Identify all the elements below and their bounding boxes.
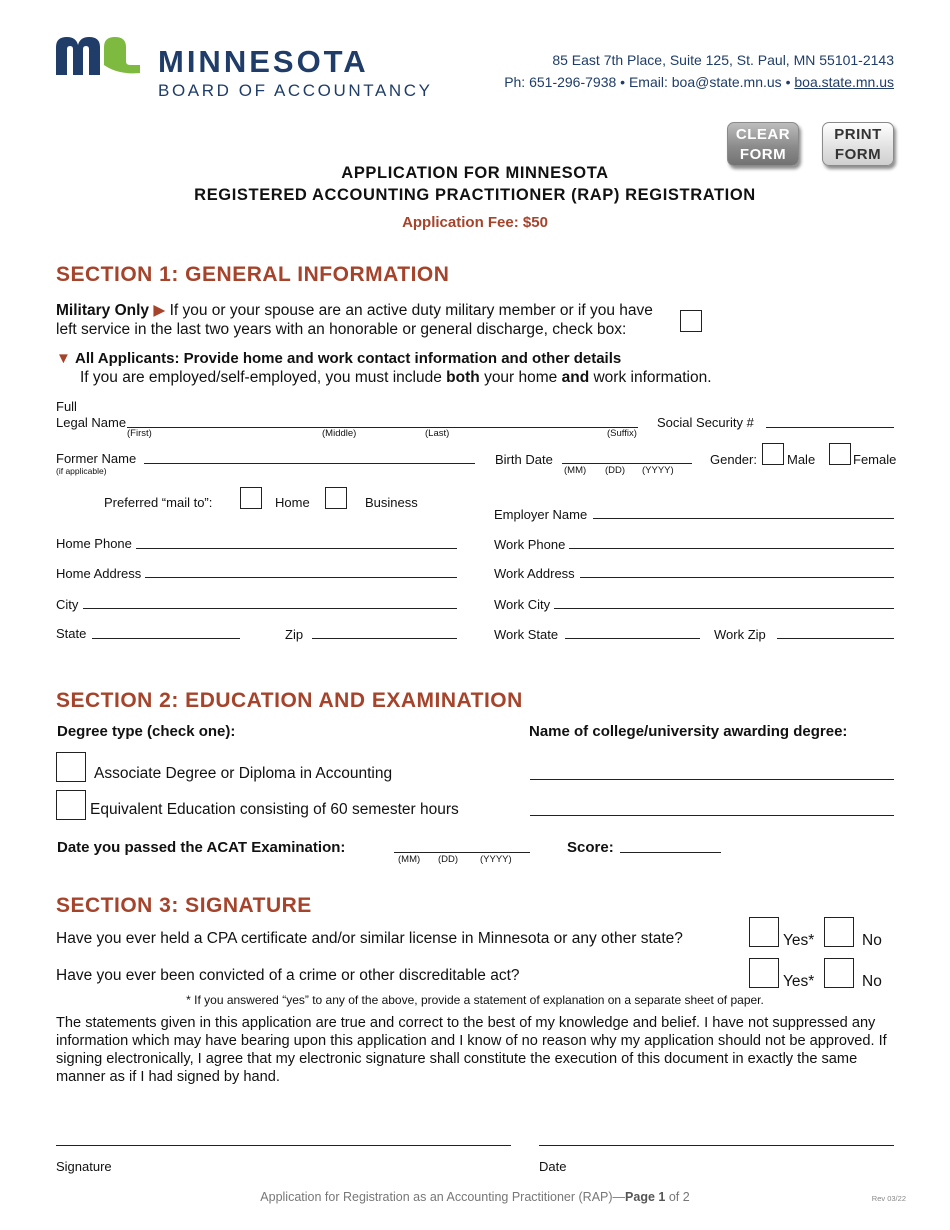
mail-to-home-checkbox[interactable] [240, 487, 262, 509]
college-field-1[interactable] [530, 779, 894, 780]
score-field[interactable] [620, 852, 721, 853]
work-state-label: Work State [494, 627, 559, 642]
application-fee: Application Fee: $50 [402, 214, 548, 231]
former-name-label: Former Name [56, 451, 137, 466]
all-applicants-bold: All Applicants: Provide home and work contact information and other details [75, 350, 622, 367]
employer-name-field[interactable] [593, 518, 894, 519]
military-text-line-1: If you or your spouse are an active duty military member or if you have [169, 302, 653, 319]
home-address-field[interactable] [145, 577, 457, 578]
female-label: Female [853, 452, 897, 467]
associate-degree-label: Associate Degree or Diploma in Accounting [94, 765, 393, 782]
all-text-a: If you are employed/self-employed, you must include [80, 369, 442, 386]
q2-yes-checkbox[interactable] [749, 958, 779, 988]
org-subtitle: BOARD OF ACCOUNTANCY [158, 81, 433, 100]
birth-date-field[interactable] [562, 463, 692, 464]
last-sublabel: (Last) [425, 428, 450, 439]
work-address-field[interactable] [580, 577, 894, 578]
business-option-label: Business [365, 495, 418, 510]
ssn-field[interactable] [766, 427, 894, 428]
birth-dd: (DD) [605, 465, 626, 476]
suffix-sublabel: (Suffix) [607, 428, 637, 439]
footer-page-bold: Page 1 [625, 1190, 666, 1204]
if-applicable-note: (if applicable) [56, 466, 107, 476]
print-label-1: PRINT [834, 126, 882, 143]
clear-label-1: CLEAR [735, 126, 791, 143]
title-line-1: APPLICATION FOR MINNESOTA [341, 164, 609, 182]
minnesota-logo-mark [56, 37, 140, 75]
middle-sublabel: (Middle) [322, 428, 357, 439]
home-option-label: Home [275, 495, 310, 510]
former-name-field[interactable] [144, 463, 475, 464]
all-text-c: your home [484, 369, 558, 386]
state-field[interactable] [92, 638, 240, 639]
all-text-and: and [561, 369, 590, 386]
state-label: State [56, 626, 87, 641]
acat-mm: (MM) [398, 854, 421, 865]
military-text [56, 301, 653, 339]
work-city-label: Work City [494, 597, 551, 612]
board-contact [504, 74, 894, 90]
print-form-button[interactable] [822, 122, 894, 166]
home-phone-label: Home Phone [56, 536, 132, 551]
work-address-label: Work Address [494, 566, 575, 581]
zip-field[interactable] [312, 638, 457, 639]
signature-label: Signature [56, 1159, 112, 1174]
gender-female-checkbox[interactable] [829, 443, 851, 465]
q2-no-checkbox[interactable] [824, 958, 854, 988]
associate-degree-checkbox[interactable] [56, 752, 86, 782]
section-3-heading: SECTION 3: SIGNATURE [56, 894, 312, 917]
home-address-label: Home Address [56, 566, 142, 581]
legal-name-field[interactable] [127, 427, 638, 428]
footer-text: Application for Registration as an Accounting Practitioner (RAP)— [260, 1190, 626, 1204]
military-checkbox[interactable] [680, 310, 702, 332]
q1-yes-label: Yes* [783, 932, 815, 949]
college-label: Name of college/university awarding degree: [529, 723, 848, 740]
q1-no-checkbox[interactable] [824, 917, 854, 947]
all-text-both: both [446, 369, 480, 386]
birth-yyyy: (YYYY) [642, 465, 674, 476]
first-sublabel: (First) [127, 428, 152, 439]
question-crime: Have you ever been convicted of a crime or other discreditable act? [56, 967, 520, 984]
contact-phone-email: Ph: 651-296-7938 • Email: boa@state.mn.us • [504, 74, 791, 90]
clear-form-button[interactable] [727, 122, 799, 166]
military-text-line-2: left service in the last two years with an honorable or general discharge, check box: [56, 321, 627, 338]
college-field-2[interactable] [530, 815, 894, 816]
q2-no-label: No [862, 973, 882, 990]
all-applicants-heading [56, 350, 621, 367]
score-label: Score: [567, 839, 614, 856]
revision-label: Rev 03/22 [871, 1194, 906, 1203]
full-label: Full [56, 399, 77, 414]
legal-name-label: Legal Name [56, 415, 127, 430]
military-bold-label: Military Only [56, 302, 150, 319]
work-city-field[interactable] [554, 608, 894, 609]
work-zip-field[interactable] [777, 638, 894, 639]
date-label: Date [539, 1159, 567, 1174]
mail-to-business-checkbox[interactable] [325, 487, 347, 509]
equivalent-education-label: Equivalent Education consisting of 60 semester hours [90, 801, 459, 818]
q1-yes-checkbox[interactable] [749, 917, 779, 947]
gender-male-checkbox[interactable] [762, 443, 784, 465]
city-field[interactable] [83, 608, 457, 609]
work-zip-label: Work Zip [714, 627, 766, 642]
title-line-2: REGISTERED ACCOUNTING PRACTITIONER (RAP) REGISTRATION [194, 186, 756, 204]
gender-label: Gender: [710, 452, 757, 467]
website-link[interactable]: boa.state.mn.us [794, 74, 894, 90]
signature-field[interactable] [56, 1145, 511, 1146]
page-footer [0, 1190, 950, 1204]
q2-yes-label: Yes* [783, 973, 815, 990]
city-label: City [56, 597, 79, 612]
birth-date-label: Birth Date [495, 452, 553, 467]
zip-label: Zip [285, 627, 304, 642]
all-text-e: work information. [593, 369, 712, 386]
acat-label: Date you passed the ACAT Examination: [57, 839, 346, 856]
board-address: 85 East 7th Place, Suite 125, St. Paul, MN 55101-2143 [552, 52, 894, 68]
org-name: MINNESOTA [158, 44, 369, 79]
equivalent-education-checkbox[interactable] [56, 790, 86, 820]
question-cpa-license: Have you ever held a CPA certificate and/or similar license in Minnesota or any other state? [56, 930, 683, 947]
work-phone-field[interactable] [569, 548, 894, 549]
footer-page-rest: of 2 [668, 1190, 690, 1204]
yes-footnote: * If you answered “yes” to any of the above, provide a statement of explanation on a separate sheet of paper. [186, 993, 764, 1007]
employer-name-label: Employer Name [494, 507, 588, 522]
work-state-field[interactable] [565, 638, 700, 639]
print-label-2: FORM [834, 146, 882, 163]
clear-label-2: FORM [739, 146, 787, 163]
arrow-right-icon: ▶ [153, 302, 166, 319]
acat-date-field[interactable] [394, 852, 530, 853]
acat-dd: (DD) [438, 854, 459, 865]
section-2-heading: SECTION 2: EDUCATION AND EXAMINATION [56, 689, 523, 712]
birth-mm: (MM) [564, 465, 587, 476]
attestation-statement: The statements given in this application are true and correct to the best of my knowledge and belief. I have not suppressed any information which may have bearing upon this application and I know of no reason why my application should not be approved. If signing electronically, I agree that my electronic signature shall constitute the execution of this document in exactly the same manner as if I had signed by hand. [56, 1015, 887, 1085]
all-applicants-text [80, 369, 712, 387]
home-phone-field[interactable] [136, 548, 457, 549]
work-phone-label: Work Phone [494, 537, 566, 552]
arrow-down-icon: ▼ [56, 350, 71, 367]
ssn-label: Social Security # [657, 415, 754, 430]
acat-yyyy: (YYYY) [480, 854, 512, 865]
mail-to-label: Preferred “mail to”: [104, 495, 213, 510]
degree-type-label: Degree type (check one): [57, 723, 236, 740]
date-field[interactable] [539, 1145, 894, 1146]
section-1-heading: SECTION 1: GENERAL INFORMATION [56, 263, 450, 286]
q1-no-label: No [862, 932, 882, 949]
male-label: Male [787, 452, 816, 467]
